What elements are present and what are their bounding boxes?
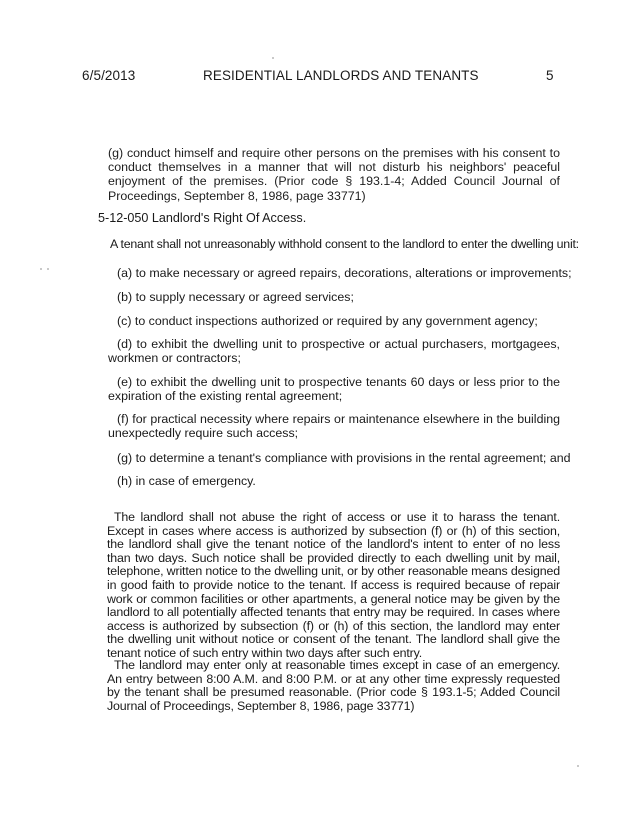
list-item-c: (c) to conduct inspections authorized or required by any government agency; [117, 314, 538, 328]
section-heading: 5-12-050 Landlord's Right Of Access. [98, 211, 307, 225]
list-item-a: (a) to make necessary or agreed repairs, decorations, alterations or improvements; [117, 266, 572, 280]
scan-speck [40, 268, 42, 270]
list-item-g: (g) to determine a tenant's compliance with provisions in the rental agreement; and [117, 451, 571, 465]
paragraph-reasonable-times: The landlord may enter only at reasonable times except in case of an emergency. An entry between 8:00 A.M. and 8:00 P.M. or at any other time expressly requested by the tenant shall be presumed reasonable. (Prior code § 193.1-5; Added Council Journal of Proceedings, September 8, 1986, page 33771) [107, 658, 560, 713]
list-item-b: (b) to supply necessary or agreed services; [117, 290, 354, 304]
scan-speck [272, 57, 274, 59]
section-intro: A tenant shall not unreasonably withhold consent to the landlord to enter the dwelling unit: [110, 237, 579, 251]
list-item-f: (f) for practical necessity where repairs or maintenance elsewhere in the building unexpectedly require such access; [108, 412, 560, 441]
list-item-e: (e) to exhibit the dwelling unit to prospective tenants 60 days or less prior to the expiration of the existing rental agreement; [108, 375, 560, 404]
paragraph-access-abuse: The landlord shall not abuse the right of access or use it to harass the tenant. Except in cases where access is authorized by subsection (f) or (h) of this section, the landlord shall give the tenant notice of the landlord's intent to enter of no less than two days. Such notice shall be provided directly to each dwelling unit by mail, telephone, written notice to the dwelling unit, or by other reasonable means designed in good faith to provide notice to the tenant. If access is required because of repair work or common facilities or other apartments, a general notice may be given by the landlord to all potentially affected tenants that entry may be required. In cases where access is authorized by subsection (f) or (h) of this section, the landlord may enter the dwelling unit without notice or consent of the tenant. The landlord shall give the tenant notice of such entry within two days after such entry. [107, 510, 560, 660]
scan-speck [47, 268, 49, 270]
header-page-number: 5 [546, 68, 554, 83]
paragraph-g: (g) conduct himself and require other persons on the premises with his consent to conduct themselves in a manner that will not disturb his neighbors' peaceful enjoyment of the premises. (Prior code § 193.1-4; Added Council Journal of Proceedings, September 8, 1986, page 33771) [108, 146, 560, 203]
header-title: RESIDENTIAL LANDLORDS AND TENANTS [203, 68, 479, 83]
scan-speck [577, 765, 579, 767]
list-item-d: (d) to exhibit the dwelling unit to prospective or actual purchasers, mortgagees, workmen or contractors; [108, 337, 560, 366]
list-item-h: (h) in case of emergency. [117, 474, 256, 488]
header-date: 6/5/2013 [82, 68, 136, 83]
